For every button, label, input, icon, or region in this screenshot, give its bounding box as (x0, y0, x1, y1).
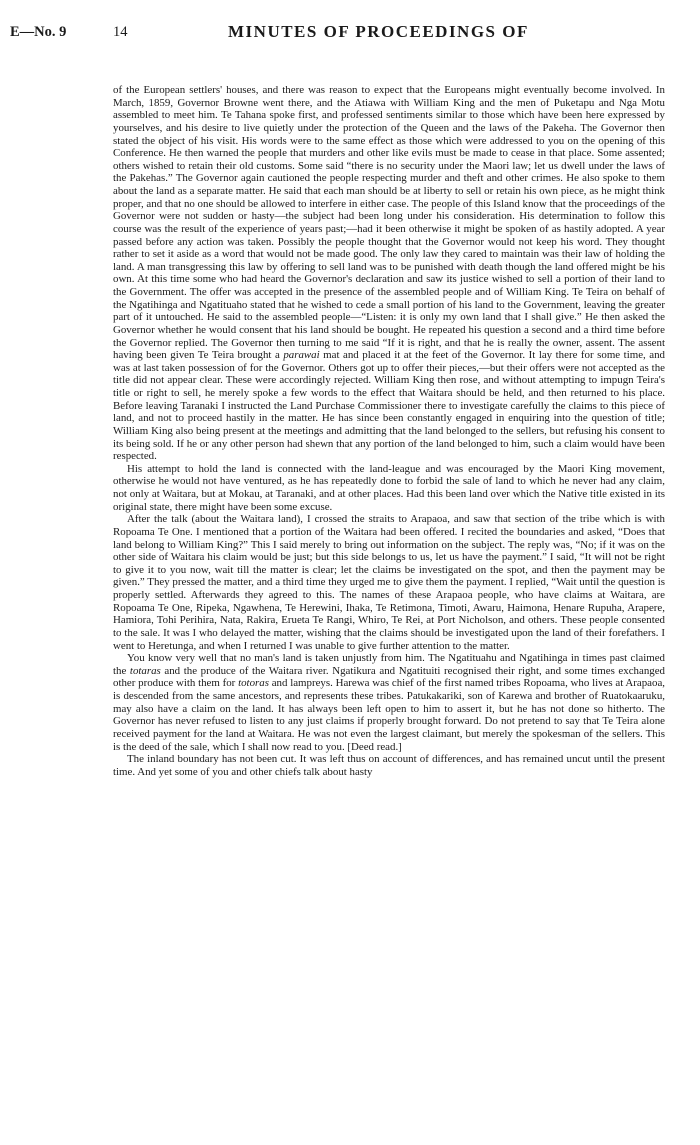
body-text (113, 84, 665, 778)
paragraph-4-italic-term-1: totaras (129, 664, 161, 677)
page-header (0, 0, 700, 60)
paragraph-2: His attempt to hold the land is connected with the land-league and was encouraged by the Maori King movement, otherwise he would not have ventured, as he has repeatedly done to forbid the sale of land to which he never had any claim, not only at Waitara, but at Mokau, at Taranaki, and at other places. Had this been land over which the Native title existed in its original state, there might have been some excuse. (113, 462, 665, 513)
paragraph-1 (113, 84, 665, 463)
running-title: MINUTES OF PROCEEDINGS OF (228, 22, 529, 41)
paragraph-1-text-b: mat and placed it at the feet of the Governor. It lay there for some time, and was at last taken possession of for the Governor. Others got up to offer their pieces,—but their offers were not accepted as the title did not appear clear. These were accordingly rejected. William King then rose, and without attempting to impugn Teira's title or right to sell, he merely spoke a few words to the effect that Waitara should be held, and then returned to his place. Before leaving Taranaki I instructed the Land Purchase Commissioner there to investigate carefully the claims to this piece of land, and not to proceed hastily in the matter. He has since been constantly engaged in enquiring into the question of title; William King also being present at the meetings and admitting that the land belonged to the sellers, but refusing his consent to its being sold. If he or any other person had shewn that any portion of the land belonged to him, such a claim would have been respected. (113, 349, 665, 463)
paragraph-1-text-a: of the European settlers' houses, and there was reason to expect that the Europeans might eventually become involved. In March, 1859, Governor Browne went there, and the Atiawa with William King and the men of Puketapu and Nga Motu assembled to meet him. Te Tahana spoke first, and professed sentiments similar to those which have been here expressed by yourselves, and his desire to live quietly under the protection of the Queen and the laws of the Pakeha. The Governor then stated the object of his visit. His words were to the same effect as those which were addressed to you on the opening of this Conference. He then warned the people that murders and other like evils must be made to cease in that place. Some assented; others wished to retain their old customs. Some said “there is no security under the Maori law; let us dwell under the laws of the Pakehas.” The Governor again cautioned the people respecting murder and theft and other crimes. He also spoke to them about the land as a separate matter. He said that each man should be at liberty to sell or retain his own piece, as he might think proper, and that no one should be allowed to interfere in either case. The people of this Island know that the proceedings of the Governor were not sudden or hasty—the subject had been long under his consideration. His determination to follow this course was the result of the experience of years past;—had it been otherwise it might be spoken of as hastily adopted. A year passed before any action was taken. Possibly the people thought that the Governor would not keep his word. They thought rather to set it aside as a word that would not be made good. The only law they cared to maintain was their law of holding the land. A man transgressing this law by offering to sell land was to be punished with death though the land offered might be his own. At this time some who had heard the Governor's declaration and saw its justice wished to sell a portion of their land to the Government. The offer was accepted in the presence of the assembled people and of William King. Te Teira on behalf of the Ngatihinga and Ngatituaho stated that he wished to cede a small portion of his land to the Government, leaving the greater part of it untouched. He said to the assembled people—“Listen: it is only my own land that I shall give.” He then asked the Governor whether he would consent that his land should be bought. He repeated his question a second and a third time before the Governor replied. The Governor then turning to me said “If it is right, and that he is really the owner, assent. The assent having been given Te Teira brought a (113, 84, 665, 362)
paragraph-3: After the talk (about the Waitara land), I crossed the straits to Arapaoa, and saw that section of the tribe which is with Ropoama Te One. I mentioned that a portion of the Waitara had been offered. I recited the boundaries and asked, “Does that land belong to William King?” This I said merely to bring out information on the subject. The reply was, “No; if it was on the other side of Waitara his claim would be just; but this side belongs to us, let us have the payment.” I said, “It will not be right to give it to you now, wait till the matter is clear; let the claims be investigated on the spot, and then the payment may be given.” They pressed the matter, and a third time they urged me to give them the payment. I replied, “Wait until the question is properly settled. Afterwards they agreed to this. The names of these Arapaoa people, who have claims at Waitara, are Ropoama Te One, Ripeka, Ngawhena, Te Herewini, Ihaka, Te Retimona, Timoti, Awaru, Haimona, Henare Rupuha, Arapere, Hamiora, Tohi Perihira, Nata, Rakira, Erueta Te Rangi, Whiro, Te Rei, at Port Nicholson, and others. These people consented to the sale. It was I who delayed the matter, wishing that the claims should be investigated upon the land of their forefathers. I went to Heretunga, and when I returned I was unable to give further attention to the matter. (113, 513, 665, 652)
paragraph-5: The inland boundary has not been cut. It was left thus on account of differences, and has remained uncut until the present time. And yet some of you and other chiefs talk about hasty (113, 753, 665, 778)
paragraph-1-italic-term: parawai (283, 349, 320, 362)
paragraph-4-text-c: and lampreys. Harewa was chief of the first named tribes Ropoama, who lives at Arapaoa, is descended from the same ancestors, and represents these tribes. Patukakariki, son of Karewa and brother of Ruatokaaruku, may also have a claim on the land. It has always been left open to him to assert it, but he has not done so hitherto. The Governor has never refused to listen to any just claims if properly brought forward. Do not pretend to say that Te Teira alone received payment for the land at Waitara. He was not even the largest claimant, but merely the spokesman of the sellers. This is the deed of the sale, which I shall now read to you. [Deed read.] (113, 677, 666, 753)
paragraph-4-text-a: You know very well that no man's land is taken unjustly from him. The Ngatituahu and Ngatihinga in times past claimed the (113, 652, 665, 677)
page-number: 14 (113, 24, 128, 40)
paragraph-4 (113, 652, 665, 753)
paragraph-4-italic-term-2: totoras (238, 677, 269, 690)
document-code: E—No. 9 (10, 24, 67, 40)
paragraph-4-text-b: and the produce of the Waitara river. Ngatikura and Ngatituiti recognised their right, and some times exchanged other produce with them for (113, 664, 665, 690)
